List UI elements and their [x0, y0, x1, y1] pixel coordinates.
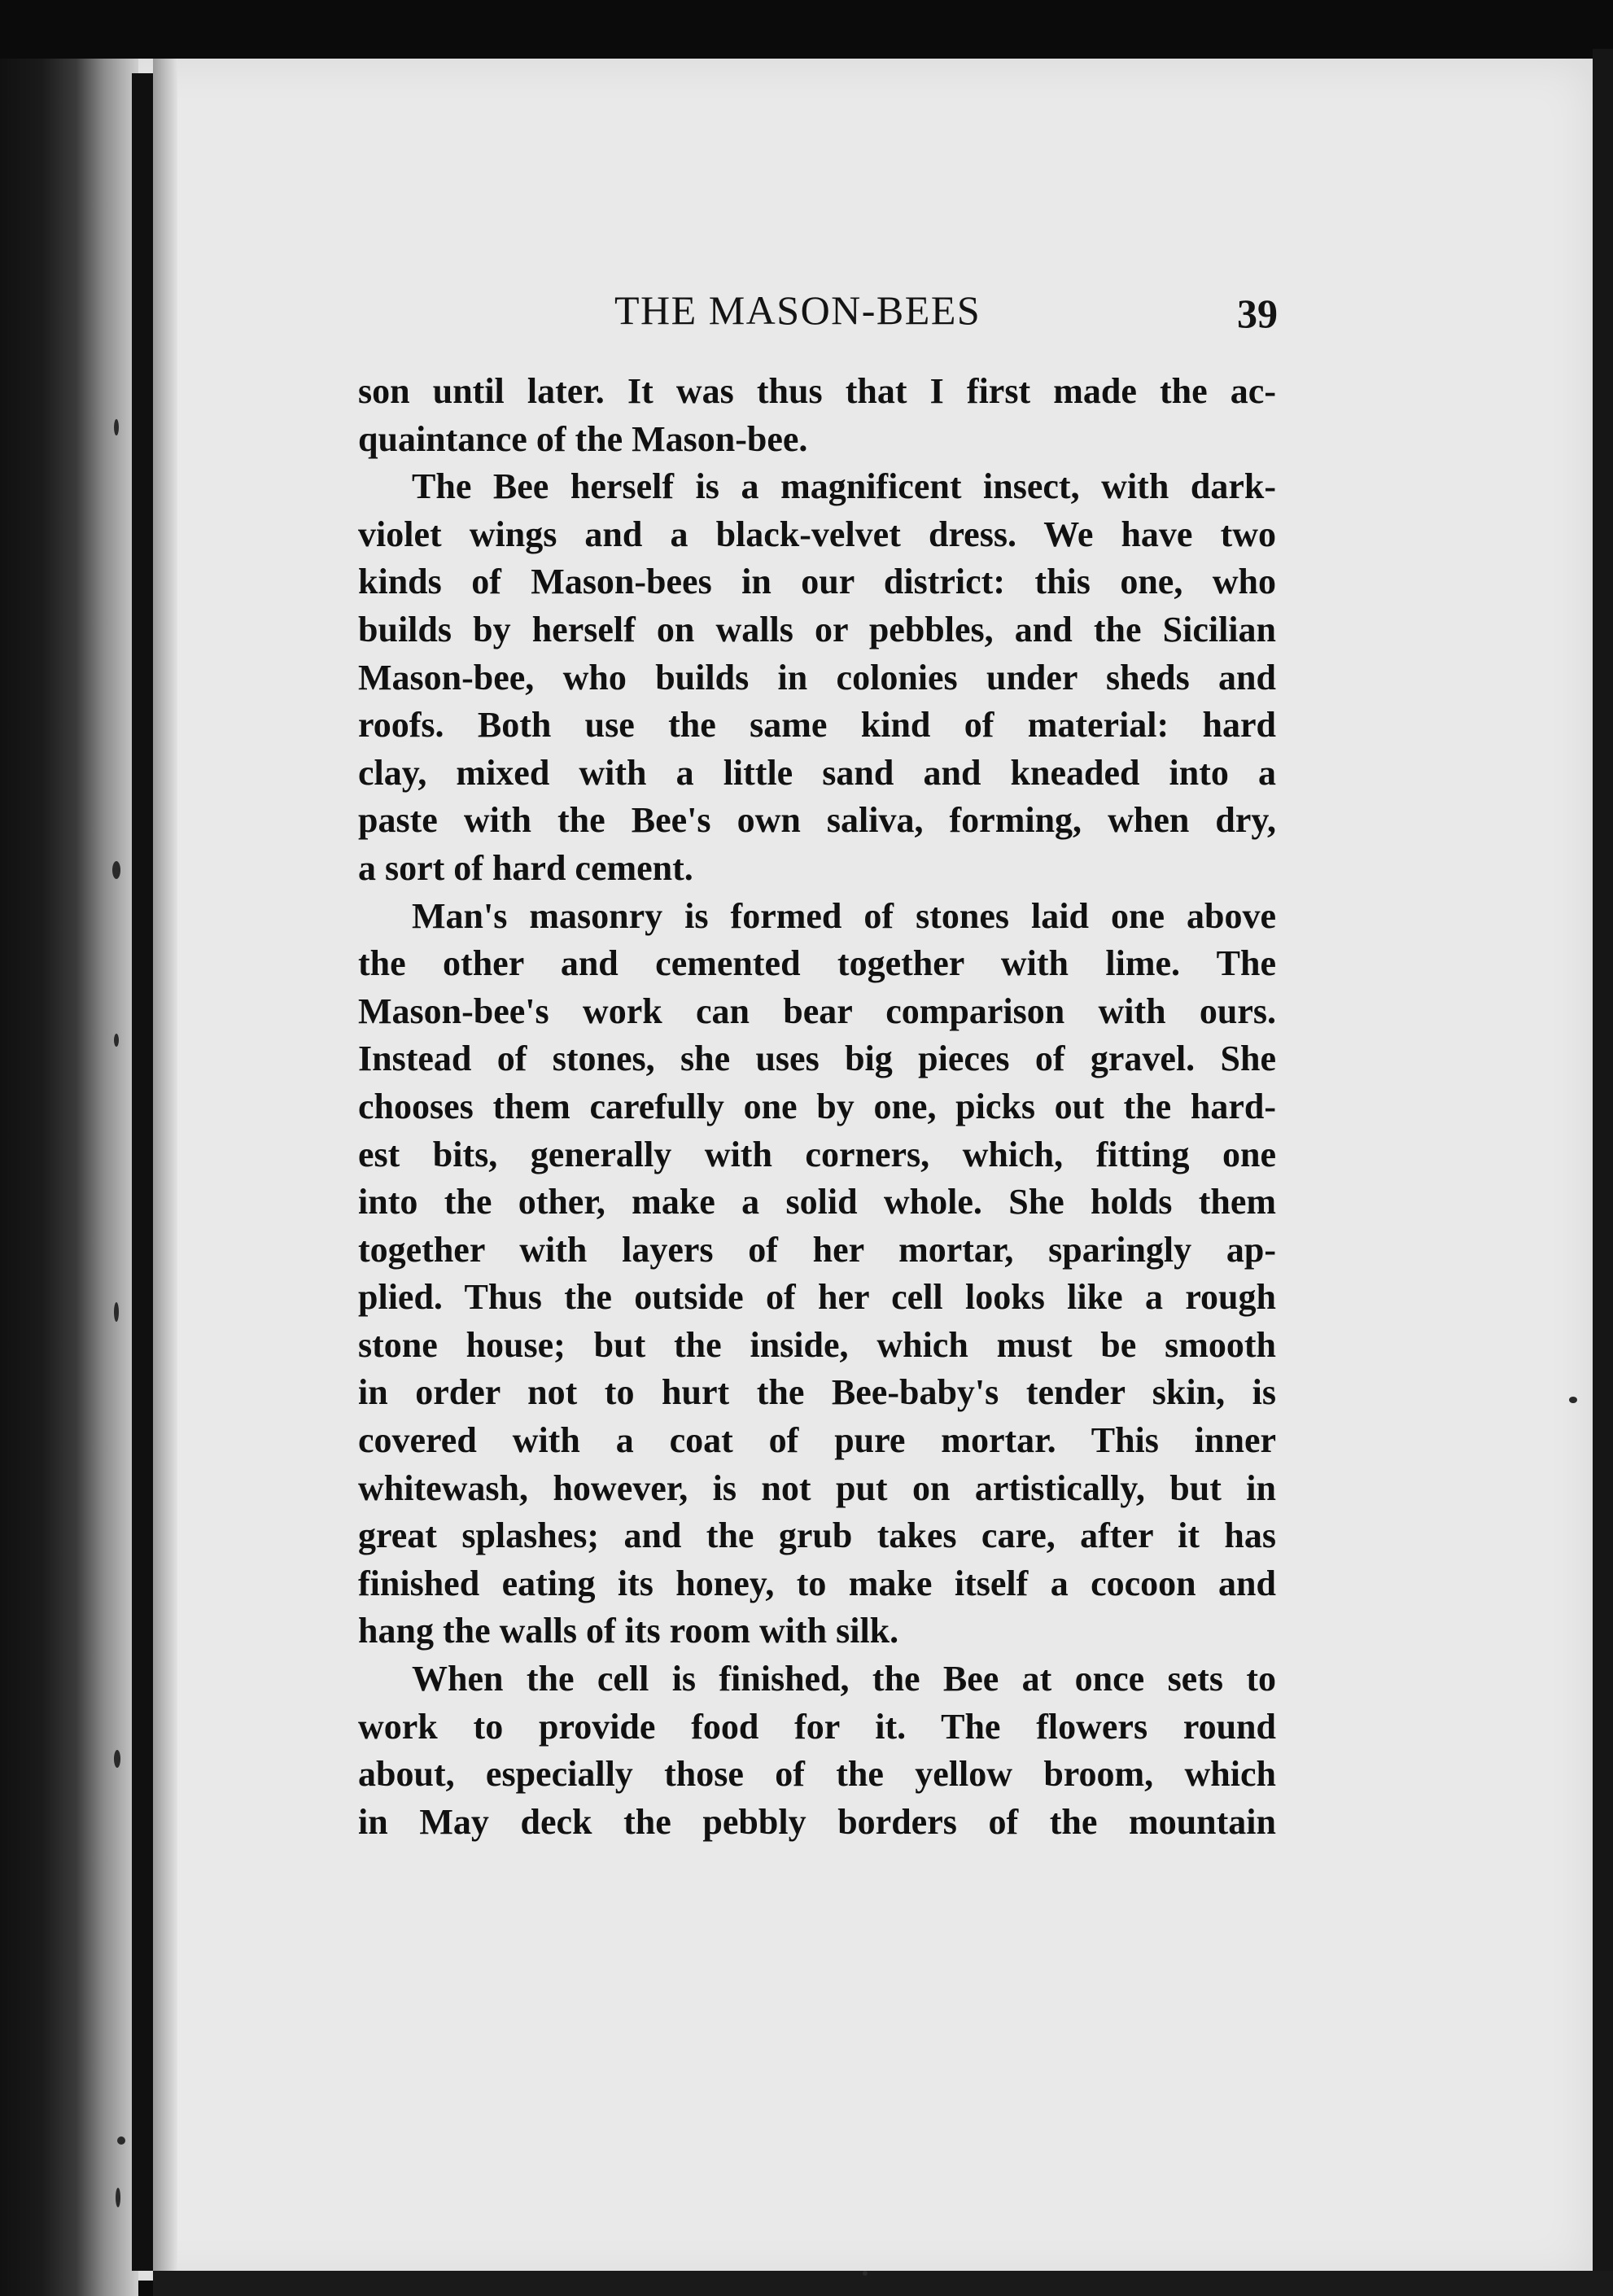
text-line: plied. Thus the outside of her cell looks like a rough	[358, 1277, 1276, 1318]
text-line: into the other, make a solid whole. She holds them	[358, 1182, 1276, 1222]
text-line: When the cell is finished, the Bee at once sets to	[412, 1659, 1276, 1699]
text-line: work to provide food for it. The flowers round	[358, 1706, 1276, 1747]
text-line: hang the walls of its room with silk.	[358, 1611, 899, 1651]
text-line: the other and cemented together with lime. The	[358, 943, 1276, 984]
gutter-fade	[153, 59, 177, 2296]
text-line: The Bee herself is a magnificent insect, with dark-	[412, 466, 1276, 507]
text-line: whitewash, however, is not put on artistically, but in	[358, 1467, 1276, 1508]
text-line: Mason-bee, who builds in colonies under sheds and	[358, 657, 1276, 698]
text-line: kinds of Mason-bees in our district: this one, who	[358, 562, 1276, 602]
running-header	[358, 286, 1278, 343]
scan-bottom-border	[153, 2271, 1613, 2296]
scan-speck	[117, 2136, 125, 2145]
text-line: a sort of hard cement.	[358, 847, 693, 888]
scan-speck	[114, 1034, 119, 1047]
page-number: 39	[1237, 291, 1278, 336]
text-line: est bits, generally with corners, which, fitting one	[358, 1134, 1276, 1174]
text-line: chooses them carefully one by one, picks out the hard-	[358, 1086, 1276, 1126]
text-line: covered with a coat of pure mortar. This inner	[358, 1420, 1276, 1461]
scan-right-border	[1593, 49, 1613, 2296]
text-line: great splashes; and the grub takes care, after it has	[358, 1515, 1276, 1556]
text-line: about, especially those of the yellow broom, which	[358, 1754, 1276, 1795]
text-line: violet wings and a black-velvet dress. We have two	[358, 514, 1276, 554]
text-line: clay, mixed with a little sand and kneaded into a	[358, 752, 1276, 793]
scan-speck	[1569, 1397, 1577, 1403]
text-line: together with layers of her mortar, sparingly ap-	[358, 1229, 1276, 1270]
text-line: roofs. Both use the same kind of material: hard	[358, 705, 1276, 746]
scan-speck	[114, 1750, 120, 1768]
scan-speck	[114, 1302, 119, 1322]
body-text	[358, 368, 1276, 1846]
text-line: son until later. It was thus that I first made the ac-	[358, 371, 1276, 411]
text-line: quaintance of the Mason-bee.	[358, 418, 808, 459]
text-line: in order not to hurt the Bee-baby's tender skin, is	[358, 1372, 1276, 1413]
text-line: in May deck the pebbly borders of the mountain	[358, 1801, 1276, 1842]
scan-speck	[112, 861, 120, 879]
running-title: THE MASON-BEES	[614, 287, 981, 333]
text-line: stone house; but the inside, which must be smooth	[358, 1324, 1276, 1365]
text-line: Instead of stones, she uses big pieces of gravel. She	[358, 1039, 1276, 1079]
gutter-line	[132, 73, 153, 2271]
text-line: Man's masonry is formed of stones laid one above	[412, 895, 1276, 936]
scan-speck	[116, 2188, 120, 2207]
text-line: Mason-bee's work can bear comparison with ours.	[358, 991, 1276, 1031]
scan-speck	[863, 2271, 868, 2276]
text-line: paste with the Bee's own saliva, forming, when dry,	[358, 800, 1276, 841]
text-line: builds by herself on walls or pebbles, and the Sicilian	[358, 609, 1276, 649]
book-spine-shadow	[0, 59, 138, 2296]
scan-top-border	[0, 0, 1613, 59]
scan-speck	[114, 419, 119, 435]
text-line: finished eating its honey, to make itself a cocoon and	[358, 1563, 1276, 1603]
